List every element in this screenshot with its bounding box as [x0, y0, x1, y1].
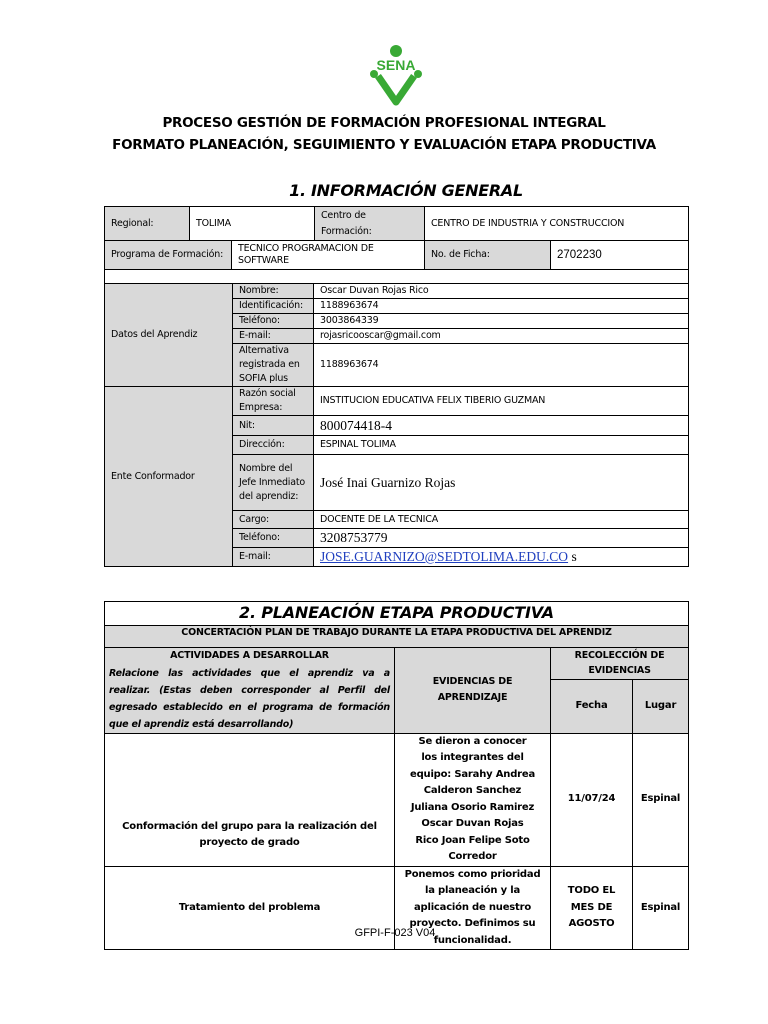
row2-actividad: Tratamiento del problema [105, 866, 395, 950]
ente-cargo-label: Cargo: [233, 511, 314, 529]
header-line-2: FORMATO PLANEACIÓN, SEGUIMIENTO Y EVALUACIÓN ETAPA PRODUCTIVA [112, 137, 656, 153]
row2-lugar: Espinal [633, 866, 689, 950]
ente-jefe-label: Nombre del Jefe Inmediato del aprendiz: [233, 455, 314, 511]
regional-label: Regional: [105, 207, 190, 241]
fecha-header: Fecha [551, 679, 633, 733]
spacer-row [105, 270, 689, 284]
sena-logo [366, 44, 426, 106]
aprendiz-nombre: Oscar Duvan Rojas Rico [314, 284, 689, 299]
aprendiz-tel-label: Teléfono: [233, 314, 314, 329]
ente-email-link[interactable]: JOSE.GUARNIZO@SEDTOLIMA.EDU.CO [320, 549, 569, 564]
programa-label: Programa de Formación: [105, 241, 232, 270]
aprendiz-email-label: E-mail: [233, 329, 314, 344]
actividades-title: ACTIVIDADES A DESARROLLAR [170, 650, 329, 661]
header-line-1: PROCESO GESTIÓN DE FORMACIÓN PROFESIONAL INTEGRAL [162, 115, 606, 131]
centro-value: CENTRO DE INDUSTRIA Y CONSTRUCCION [425, 207, 689, 241]
row1-fecha: 11/07/24 [551, 733, 633, 866]
ente-tel-label: Teléfono: [233, 529, 314, 548]
aprendiz-nombre-label: Nombre: [233, 284, 314, 299]
ente-group-label: Ente Conformador [105, 387, 233, 567]
ficha-label: No. de Ficha: [425, 241, 551, 270]
planeacion-table [104, 601, 689, 950]
regional-value: TOLIMA [190, 207, 315, 241]
ficha-value: 2702230 [551, 241, 689, 270]
aprendiz-id: 1188963674 [314, 299, 689, 314]
info-general-table [104, 206, 689, 270]
ente-tel: 3208753779 [314, 529, 689, 548]
ente-razon-label: Razón social Empresa: [233, 387, 314, 416]
lugar-header: Lugar [633, 679, 689, 733]
ente-razon: INSTITUCION EDUCATIVA FELIX TIBERIO GUZMAN [314, 387, 689, 416]
aprendiz-tel: 3003864339 [314, 314, 689, 329]
row1-lugar: Espinal [633, 733, 689, 866]
aprendiz-alt: 1188963674 [314, 344, 689, 387]
svg-text:SENA: SENA [376, 57, 416, 73]
ente-dir-label: Dirección: [233, 436, 314, 455]
ente-jefe: José Inai Guarnizo Rojas [314, 455, 689, 511]
row2-fecha: TODO EL MES DE AGOSTO [551, 866, 633, 950]
aprendiz-alt-label: Alternativa registrada en SOFIA plus [233, 344, 314, 387]
aprendiz-id-label: Identificación: [233, 299, 314, 314]
ente-dir: ESPINAL TOLIMA [314, 436, 689, 455]
programa-value: TECNICO PROGRAMACION DE SOFTWARE [232, 241, 425, 270]
row2-evidencias: Ponemos como prioridad la planeación y la aplicación de nuestro proyecto. Definimos su funcionalidad. [395, 866, 551, 950]
section1-title: 1. INFORMACIÓN GENERAL [289, 181, 523, 200]
ente-cargo: DOCENTE DE LA TECNICA [314, 511, 689, 529]
recoleccion-header: RECOLECCIÓN DE EVIDENCIAS [551, 648, 689, 680]
ente-nit: 800074418-4 [314, 416, 689, 436]
section2-subtitle: CONCERTACIÓN PLAN DE TRABAJO DURANTE LA ETAPA PRODUCTIVA DEL APRENDIZ [105, 626, 689, 648]
row1-evidencias: Se dieron a conocer los integrantes del equipo: Sarahy Andrea Calderon Sanchez Juliana Osorio Ramirez Oscar Duvan Rojas Rico Joan Felipe Soto Corredor [395, 733, 551, 866]
aprendiz-ente-table [104, 269, 689, 567]
aprendiz-group-label: Datos del Aprendiz [105, 284, 233, 387]
footer-code: GFPI-F-023 V04 [354, 927, 436, 939]
aprendiz-email: rojasricooscar@gmail.com [314, 329, 689, 344]
section2-title: 2. PLANEACIÓN ETAPA PRODUCTIVA [105, 602, 689, 626]
ente-email-cell [314, 548, 689, 567]
centro-label: Centro de Formación: [315, 207, 425, 241]
ente-email-suffix: s [568, 549, 577, 564]
actividades-header [105, 648, 395, 734]
evidencias-header: EVIDENCIAS DE APRENDIZAJE [395, 648, 551, 734]
row1-actividad: Conformación del grupo para la realización del proyecto de grado [105, 733, 395, 866]
actividades-note: Relacione las actividades que el aprendiz va a realizar. (Estas deben corresponder al Perfil del egresado establecido en el programa de formación que el aprendiz está desarrollando) [109, 667, 390, 730]
ente-email-label: E-mail: [233, 548, 314, 567]
ente-nit-label: Nit: [233, 416, 314, 436]
